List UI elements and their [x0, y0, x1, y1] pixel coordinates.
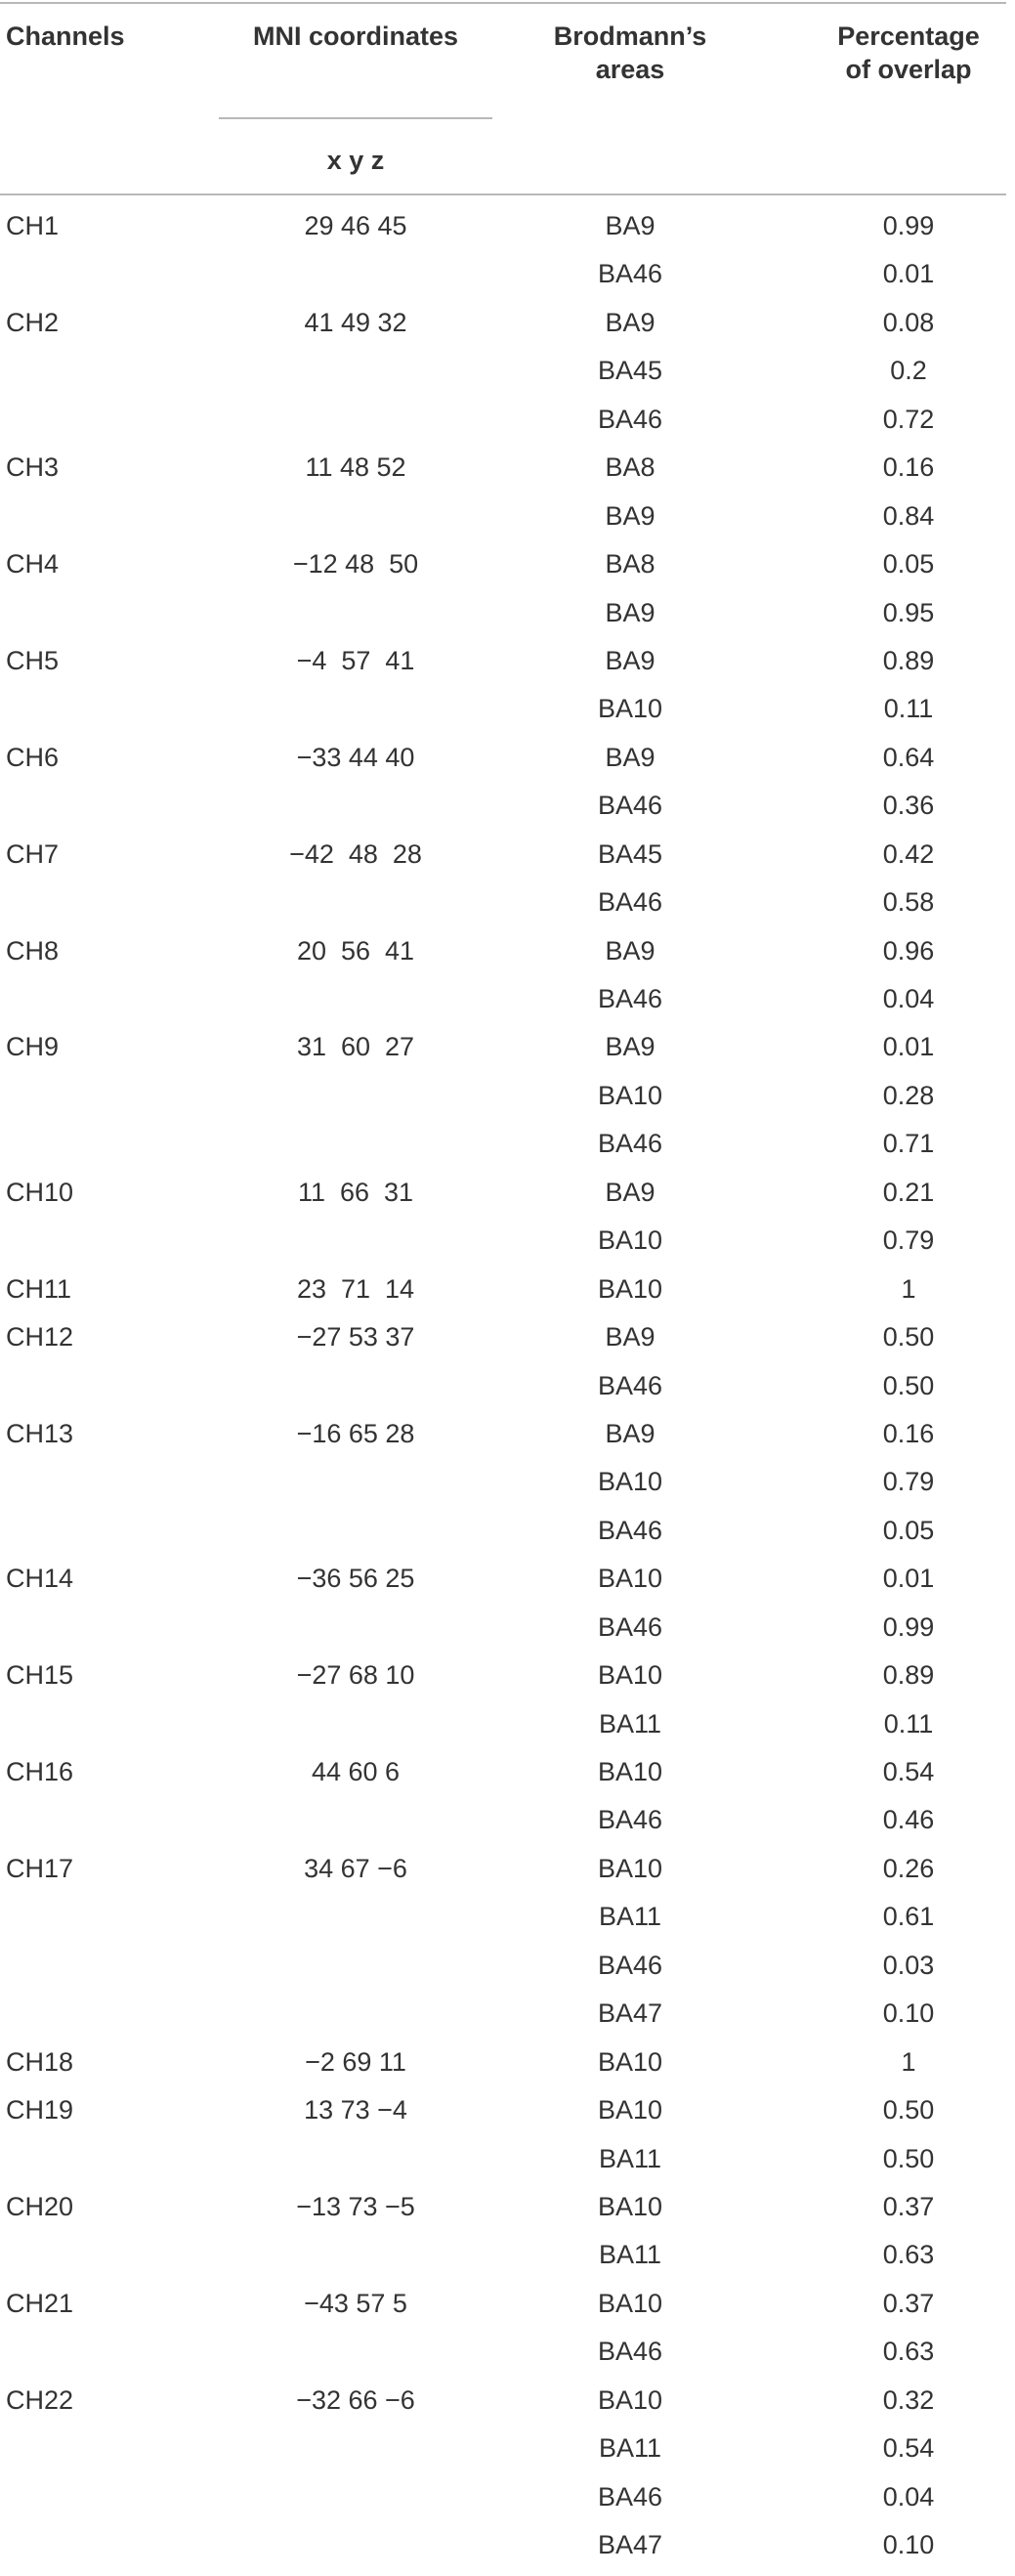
table-row: [0, 209, 1015, 257]
brodmann-area-cell: BA11: [598, 1708, 662, 1739]
brodmann-area-cell: BA10: [597, 1467, 663, 1497]
table-row: [0, 982, 1015, 1030]
brodmann-area-cell: BA9: [605, 1322, 656, 1352]
table-row: [0, 1562, 1015, 1610]
table-row: [0, 1803, 1015, 1851]
table-row: [0, 692, 1015, 740]
mni-coordinates-cell: 29 46 45: [304, 211, 407, 240]
brodmann-area-cell: BA10: [597, 2288, 663, 2318]
overlap-cell: 0.01: [882, 1032, 935, 1062]
table-row: [0, 1127, 1015, 1175]
brodmann-area-cell: BA9: [605, 742, 656, 772]
mni-coordinates-cell: −36 56 25: [296, 1564, 415, 1594]
brodmann-area-cell: BA46: [597, 404, 663, 434]
brodmann-area-cell: BA46: [597, 1515, 663, 1545]
table-row: [0, 2238, 1015, 2286]
channel-cell: CH19: [6, 2095, 74, 2125]
overlap-cell: 0.89: [882, 645, 935, 675]
overlap-cell: 0.04: [882, 984, 935, 1013]
mni-coordinates-cell: −27 53 37: [296, 1322, 415, 1352]
channel-cell: CH16: [6, 1757, 74, 1786]
channel-cell: CH13: [6, 1418, 74, 1448]
mni-coordinates-cell: −27 68 10: [296, 1660, 415, 1691]
overlap-cell: 0.16: [882, 452, 935, 483]
channel-cell: CH6: [6, 742, 60, 772]
table-row: [0, 2093, 1015, 2141]
table-body: [0, 209, 1015, 2576]
brodmann-area-cell: BA9: [605, 1177, 656, 1207]
header-mni-label: MNI coordinates: [252, 21, 459, 51]
table-row: [0, 2383, 1015, 2431]
table-row: [0, 837, 1015, 885]
overlap-cell: 0.99: [882, 211, 935, 240]
overlap-cell: 0.28: [882, 1080, 935, 1110]
mni-coordinates-cell: 11 48 52: [305, 452, 406, 483]
table-row: [0, 1852, 1015, 1900]
overlap-cell: 0.37: [882, 2288, 935, 2318]
table-row: [0, 499, 1015, 547]
brodmann-area-cell: BA11: [598, 2143, 662, 2173]
overlap-cell: 0.63: [882, 2240, 935, 2270]
brodmann-area-cell: BA9: [605, 307, 656, 337]
channel-cell: CH1: [6, 211, 60, 240]
mni-coordinates-cell: −42 48 28: [289, 838, 422, 869]
table-row: [0, 2431, 1015, 2479]
brodmann-area-cell: BA10: [597, 1853, 663, 1883]
header-channels: [6, 20, 125, 53]
brodmann-area-cell: BA9: [605, 1418, 656, 1448]
overlap-cell: 0.46: [882, 1805, 935, 1835]
brodmann-area-cell: BA9: [605, 1032, 656, 1062]
overlap-cell: 0.36: [882, 791, 935, 821]
table-row: [0, 306, 1015, 354]
brodmann-area-cell: BA11: [598, 2433, 662, 2464]
brodmann-area-cell: BA9: [605, 211, 656, 240]
brodmann-area-cell: BA47: [597, 2530, 663, 2559]
brodmann-area-cell: BA46: [597, 1611, 663, 1642]
channel-cell: CH10: [6, 1177, 74, 1207]
brodmann-area-cell: BA10: [597, 2046, 663, 2077]
mni-coordinates-cell: 34 67 −6: [304, 1853, 407, 1883]
brodmann-area-cell: BA46: [597, 887, 663, 918]
overlap-cell: 0.72: [882, 404, 935, 434]
brodmann-area-cell: BA46: [597, 2481, 663, 2512]
mni-coordinates-cell: 41 49 32: [304, 307, 407, 337]
overlap-cell: 0.50: [882, 1370, 935, 1400]
channel-cell: CH18: [6, 2046, 74, 2077]
table-row: [0, 1465, 1015, 1513]
header-percentage-line2: of overlap: [845, 55, 972, 84]
channel-cell: CH12: [6, 1322, 74, 1352]
table-row: [0, 2190, 1015, 2238]
brodmann-area-cell: BA10: [597, 1225, 663, 1256]
overlap-cell: 0.54: [882, 2433, 935, 2464]
brodmann-area-cell: BA9: [605, 597, 656, 627]
table-row: [0, 1030, 1015, 1078]
brodmann-area-cell: BA46: [597, 1370, 663, 1400]
overlap-cell: 0.54: [882, 1757, 935, 1786]
table-row: [0, 1707, 1015, 1755]
channel-cell: CH2: [6, 307, 60, 337]
brodmann-area-cell: BA46: [597, 1129, 663, 1159]
overlap-cell: 0.05: [882, 1515, 935, 1545]
overlap-cell: 0.79: [882, 1467, 935, 1497]
table-row: [0, 1900, 1015, 1948]
table-row: [0, 741, 1015, 789]
mni-coordinates-cell: 11 66 31: [297, 1177, 414, 1207]
brodmann-area-cell: BA46: [597, 791, 663, 821]
mni-coordinates-cell: 13 73 −4: [304, 2095, 407, 2125]
table-row: [0, 1610, 1015, 1658]
overlap-cell: 0.08: [882, 307, 935, 337]
table-row: [0, 789, 1015, 837]
table-row: [0, 1272, 1015, 1320]
table-row: [0, 2287, 1015, 2335]
overlap-cell: 0.99: [882, 1611, 935, 1642]
brodmann-area-cell: BA45: [597, 356, 663, 386]
overlap-cell: 0.96: [882, 935, 935, 966]
table-row: [0, 1996, 1015, 2044]
overlap-cell: 0.05: [882, 549, 935, 580]
brodmann-area-cell: BA9: [605, 645, 656, 675]
overlap-cell: 0.50: [882, 1322, 935, 1352]
brodmann-area-cell: BA10: [597, 1564, 663, 1594]
overlap-cell: 0.50: [882, 2143, 935, 2173]
brodmann-area-cell: BA45: [597, 838, 663, 869]
brodmann-area-cell: BA10: [597, 2191, 663, 2221]
channel-cell: CH3: [6, 452, 60, 483]
overlap-cell: 0.71: [882, 1129, 935, 1159]
header-channels-label: Channels: [6, 21, 125, 51]
mni-coordinates-cell: −43 57 5: [304, 2288, 407, 2318]
overlap-cell: 0.10: [882, 1998, 935, 2029]
table-row: [0, 403, 1015, 451]
brodmann-area-cell: BA8: [605, 549, 656, 580]
brodmann-area-cell: BA46: [597, 259, 663, 289]
overlap-cell: 0.21: [882, 1177, 935, 1207]
table-row: [0, 644, 1015, 692]
table-top-rule: [0, 2, 1006, 4]
table-row: [0, 2045, 1015, 2093]
header-percentage-line1: Percentage: [837, 21, 980, 51]
header-brodmann-areas: [547, 20, 713, 86]
table-row: [0, 1755, 1015, 1803]
header-percentage-overlap: [811, 20, 1006, 86]
mni-coordinates-cell: −4 57 41: [296, 645, 415, 675]
header-brodmann-line2: areas: [595, 55, 665, 84]
header-mni-subrule: [219, 117, 492, 119]
overlap-cell: 0.89: [882, 1660, 935, 1691]
brodmann-area-cell: BA10: [597, 1757, 663, 1786]
overlap-cell: 0.79: [882, 1225, 935, 1256]
overlap-cell: 1: [901, 1273, 916, 1304]
brodmann-area-cell: BA11: [598, 1902, 662, 1932]
overlap-cell: 0.10: [882, 2530, 935, 2559]
overlap-cell: 0.37: [882, 2191, 935, 2221]
brodmann-area-cell: BA10: [597, 694, 663, 724]
overlap-cell: 0.04: [882, 2481, 935, 2512]
table-row: [0, 596, 1015, 644]
brodmann-area-cell: BA46: [597, 2337, 663, 2367]
table-row: [0, 1079, 1015, 1127]
channel-cell: CH8: [6, 935, 60, 966]
brodmann-area-cell: BA10: [597, 1273, 663, 1304]
table-row: [0, 1949, 1015, 1996]
mni-coordinates-cell: 44 60 6: [311, 1757, 401, 1786]
channel-cell: CH14: [6, 1564, 74, 1594]
overlap-cell: 0.42: [882, 838, 935, 869]
overlap-cell: 0.84: [882, 500, 935, 531]
mni-coordinates-cell: −32 66 −6: [296, 2384, 415, 2415]
table-row: [0, 1514, 1015, 1562]
overlap-cell: 0.26: [882, 1853, 935, 1883]
mni-coordinates-cell: −16 65 28: [296, 1418, 415, 1448]
overlap-cell: 0.95: [882, 597, 935, 627]
overlap-cell: 0.58: [882, 887, 935, 918]
mni-coordinates-cell: 31 60 27: [296, 1032, 415, 1062]
brodmann-area-cell: BA10: [597, 1080, 663, 1110]
channel-cell: CH15: [6, 1660, 74, 1691]
channel-cell: CH17: [6, 1853, 74, 1883]
brodmann-area-cell: BA46: [597, 984, 663, 1013]
table-row: [0, 1176, 1015, 1224]
table-row: [0, 1417, 1015, 1465]
header-bottom-rule: [0, 193, 1006, 195]
channel-cell: CH22: [6, 2384, 74, 2415]
overlap-cell: 0.01: [882, 1564, 935, 1594]
brodmann-area-cell: BA10: [597, 1660, 663, 1691]
overlap-cell: 0.11: [883, 1708, 934, 1739]
table-row: [0, 451, 1015, 498]
channel-cell: CH11: [6, 1273, 72, 1304]
overlap-cell: 0.01: [882, 259, 935, 289]
header-mni-coordinates: [219, 20, 492, 53]
table-row: [0, 934, 1015, 982]
brodmann-area-cell: BA9: [605, 935, 656, 966]
overlap-cell: 0.16: [882, 1418, 935, 1448]
table-row: [0, 2335, 1015, 2383]
table-row: [0, 1658, 1015, 1706]
table-row: [0, 885, 1015, 933]
brodmann-area-cell: BA9: [605, 500, 656, 531]
overlap-cell: 0.03: [882, 1950, 935, 1980]
mni-coordinates-cell: 20 56 41: [296, 935, 415, 966]
brodmann-area-cell: BA46: [597, 1950, 663, 1980]
table-row: [0, 2480, 1015, 2528]
mni-coordinates-cell: 23 71 14: [296, 1273, 415, 1304]
table-row: [0, 1320, 1015, 1368]
channel-cell: CH9: [6, 1032, 60, 1062]
overlap-cell: 0.11: [883, 694, 934, 724]
overlap-cell: 0.50: [882, 2095, 935, 2125]
brodmann-area-cell: BA10: [597, 2384, 663, 2415]
table-row: [0, 547, 1015, 595]
mni-coordinates-cell: −13 73 −5: [296, 2191, 415, 2221]
mni-coordinates-cell: −2 69 11: [305, 2046, 406, 2077]
overlap-cell: 0.61: [882, 1902, 935, 1932]
header-xyz: [219, 144, 492, 177]
channel-cell: CH21: [6, 2288, 74, 2318]
table-row: [0, 354, 1015, 402]
header-brodmann-line1: Brodmann’s: [553, 21, 707, 51]
overlap-cell: 0.63: [882, 2337, 935, 2367]
channel-cell: CH4: [6, 549, 60, 580]
overlap-cell: 1: [901, 2046, 916, 2077]
header-xyz-label: x y z: [326, 146, 385, 175]
mni-coordinates-cell: −33 44 40: [296, 742, 415, 772]
brodmann-area-cell: BA11: [598, 2240, 662, 2270]
table-row: [0, 1224, 1015, 1271]
brodmann-area-cell: BA47: [597, 1998, 663, 2029]
overlap-cell: 0.2: [890, 356, 927, 386]
overlap-cell: 0.64: [882, 742, 935, 772]
overlap-cell: 0.32: [882, 2384, 935, 2415]
brodmann-area-cell: BA8: [605, 452, 656, 483]
mni-coordinates-cell: −12 48 50: [292, 549, 419, 580]
channel-cell: CH5: [6, 645, 60, 675]
table-row: [0, 1369, 1015, 1417]
table-row: [0, 2142, 1015, 2190]
brodmann-area-cell: BA46: [597, 1805, 663, 1835]
brodmann-area-cell: BA10: [597, 2095, 663, 2125]
channel-cell: CH20: [6, 2191, 74, 2221]
channel-cell: CH7: [6, 838, 60, 869]
table-row: [0, 257, 1015, 305]
table-row: [0, 2528, 1015, 2576]
